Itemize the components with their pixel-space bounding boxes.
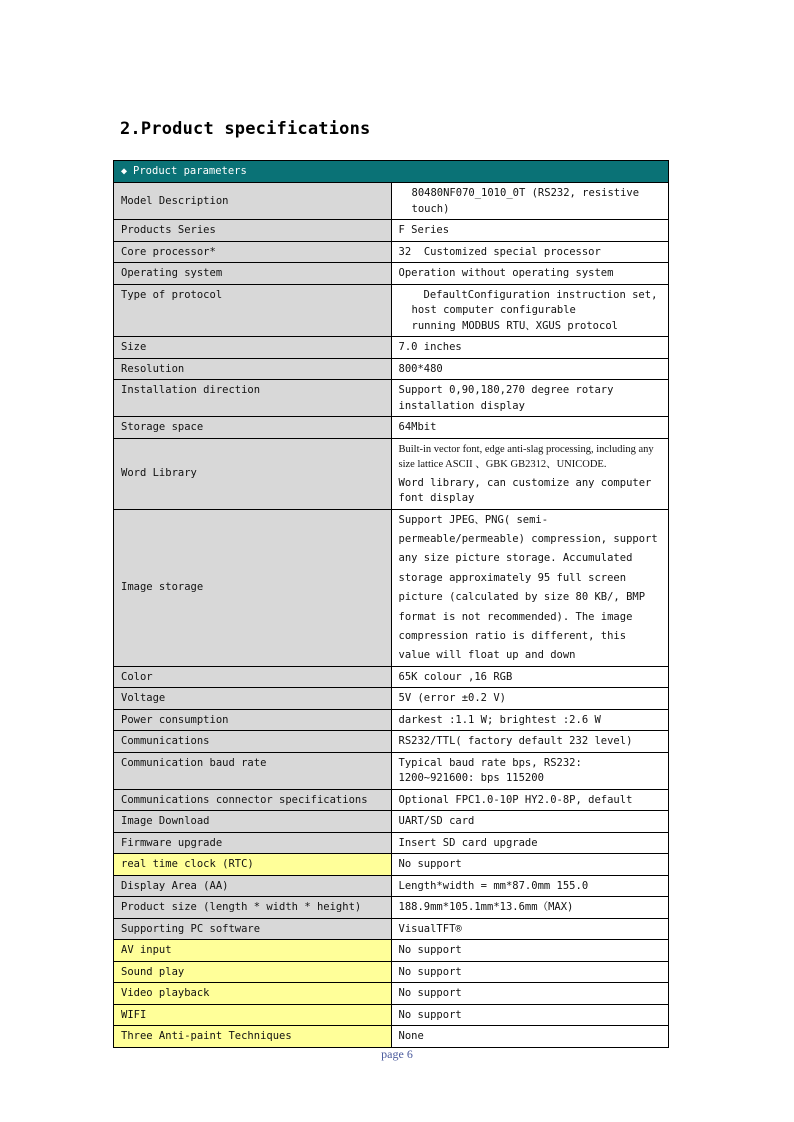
page-number: page 6 [381,1047,413,1061]
row-label: Type of protocol [114,284,392,337]
row-label: Color [114,666,392,688]
table-row [114,417,669,439]
table-row [114,380,669,417]
row-label: Voltage [114,688,392,710]
row-value: No support [391,961,669,983]
core-bits: 32 [398,245,412,258]
row-label: Resolution [114,358,392,380]
word-library-line-2: Word library, can customize any computer font display [398,476,652,504]
table-row [114,961,669,983]
protocol-line-2: running MODBUS RTU、XGUS protocol [411,319,618,332]
table-header [114,161,669,183]
row-value: 80480NF070_1010_0T (RS232, resistive touch) [391,183,669,220]
row-value: None [391,1026,669,1048]
table-row [114,438,669,509]
row-value [391,284,669,337]
row-value: 5V (error ±0.2 V) [391,688,669,710]
row-label: WIFI [114,1004,392,1026]
row-label: Size [114,337,392,359]
row-value: Insert SD card upgrade [391,832,669,854]
row-label: real time clock (RTC) [114,854,392,876]
row-label: Communication baud rate [114,752,392,789]
table-row [114,509,669,666]
row-value: Support 0,90,180,270 degree rotary installation display [391,380,669,417]
row-label: Firmware upgrade [114,832,392,854]
row-label: Product size (length * width * height) [114,897,392,919]
row-value: Length*width = mm*87.0mm 155.0 [391,875,669,897]
row-label: Sound play [114,961,392,983]
section-heading: 2.Product specifications [120,119,371,139]
word-library-line-1: Built-in vector font, edge anti-slag processing, including any size lattice ASCII 、GBK GB2312、UNICODE. [398,443,654,470]
row-label: Operating system [114,263,392,285]
diamond-icon: ◆ [121,166,128,177]
table-row [114,709,669,731]
row-value: 64Mbit [391,417,669,439]
row-label: Display Area (AA) [114,875,392,897]
row-label: AV input [114,940,392,962]
row-label: Core processor* [114,241,392,263]
table-row [114,811,669,833]
row-value: F Series [391,220,669,242]
row-value: UART/SD card [391,811,669,833]
row-value [391,241,669,263]
protocol-line-1: DefaultConfiguration instruction set, host computer configurable [411,288,658,316]
row-value [391,438,669,509]
row-value: darkest :1.1 W; brightest :2.6 W [391,709,669,731]
table-row [114,731,669,753]
table-row [114,918,669,940]
row-label: Video playback [114,983,392,1005]
row-value: No support [391,940,669,962]
table-row [114,1026,669,1048]
core-processor: Customized special processor [423,245,601,258]
table-row [114,337,669,359]
row-value: VisualTFT® [391,918,669,940]
table-row [114,241,669,263]
table-row [114,983,669,1005]
row-value: 800*480 [391,358,669,380]
table-row [114,688,669,710]
table-row [114,897,669,919]
row-value: 7.0 inches [391,337,669,359]
table-row [114,358,669,380]
row-label: Word Library [114,438,392,509]
table-row [114,832,669,854]
table-row [114,752,669,789]
row-value: Support JPEG、PNG( semi-permeable/permeable) compression, support any size picture storage. Accumulated storage approximately 95 full screen picture (calculated by size 80 KB/, BMP format is not recommended). The image compression ratio is different, this value will float up and down [391,509,669,666]
row-value: No support [391,854,669,876]
row-value: RS232/TTL( factory default 232 level) [391,731,669,753]
table-row [114,940,669,962]
row-value: 188.9mm*105.1mm*13.6mm（MAX) [391,897,669,919]
table-header-label: Product parameters [133,165,247,177]
row-label: Supporting PC software [114,918,392,940]
row-value: No support [391,983,669,1005]
row-label: Three Anti-paint Techniques [114,1026,392,1048]
table-row [114,220,669,242]
row-value: No support [391,1004,669,1026]
spec-table [113,160,669,1048]
row-label: Image storage [114,509,392,666]
table-row [114,666,669,688]
row-label: Installation direction [114,380,392,417]
row-label: Image Download [114,811,392,833]
row-label: Communications [114,731,392,753]
row-label: Model Description [114,183,392,220]
row-label: Communications connector specifications [114,789,392,811]
table-row [114,1004,669,1026]
table-header-row [114,161,669,183]
table-row [114,789,669,811]
row-value: Optional FPC1.0-10P HY2.0-8P, default [391,789,669,811]
table-row [114,183,669,220]
row-label: Power consumption [114,709,392,731]
row-label: Products Series [114,220,392,242]
table-row [114,284,669,337]
table-row [114,854,669,876]
table-row [114,263,669,285]
row-value: Typical baud rate bps, RS232: 1200~921600: bps 115200 [391,752,669,789]
table-row [114,875,669,897]
row-value: Operation without operating system [391,263,669,285]
row-value: 65K colour ,16 RGB [391,666,669,688]
row-label: Storage space [114,417,392,439]
